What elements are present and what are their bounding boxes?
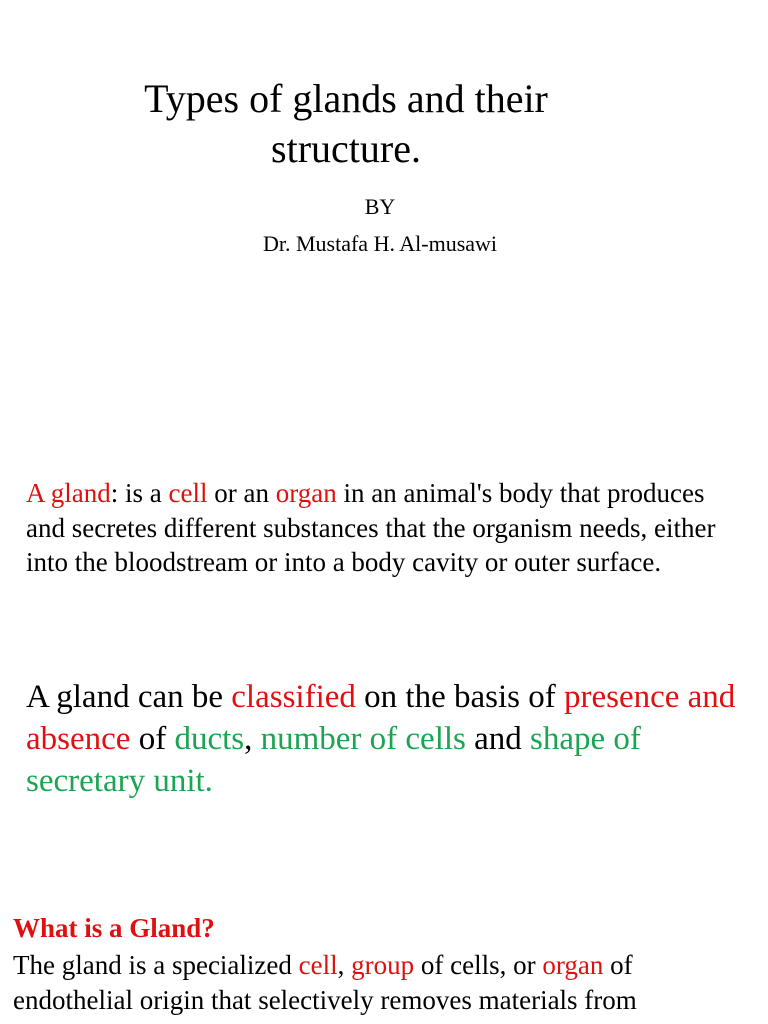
definition-text-3: in an animal's body that produces and secretes different substances that the organism needs, either into the bloodstream or into a body cavity or outer surface. — [26, 478, 716, 577]
what-text-1: The gland is a specialized — [13, 950, 299, 980]
classification-text-2: on the basis of — [355, 679, 564, 715]
definition-text-1: : is a — [110, 478, 169, 508]
author-name: Dr. Mustafa H. Al-musawi — [262, 231, 498, 256]
classification-classified: classified — [231, 679, 356, 715]
what-text-2: , — [337, 950, 352, 980]
classification-text-3: of — [130, 721, 175, 757]
what-organ: organ — [542, 950, 604, 980]
classification-text-1: A gland can be — [26, 679, 232, 715]
what-is-gland-heading: What is a Gland? — [13, 913, 215, 943]
classification-text-4: , — [244, 721, 261, 757]
what-is-gland-text — [13, 948, 758, 1018]
what-text-3: of cells, or — [414, 950, 543, 980]
what-cell: cell — [298, 950, 338, 980]
classification-presence: presence and absence — [26, 679, 736, 757]
title-line-1: Types of glands and their — [144, 76, 548, 121]
definition-term: A gland — [26, 478, 111, 508]
classification-ducts: ducts — [174, 721, 245, 757]
definition-organ: organ — [275, 478, 337, 508]
classification-number: number of cells — [260, 721, 466, 757]
gland-classification — [26, 676, 746, 802]
what-text-4: of endothelial origin that selectively removes materials from — [13, 950, 637, 1015]
byline-label: BY — [364, 194, 396, 219]
what-group: group — [351, 950, 415, 980]
classification-shape: shape of secretary unit. — [26, 721, 641, 799]
page-title — [0, 74, 692, 174]
definition-cell: cell — [168, 478, 208, 508]
definition-text-2: or an — [207, 478, 276, 508]
title-line-2: structure. — [271, 126, 421, 171]
classification-text-5: and — [465, 721, 531, 757]
gland-definition — [26, 476, 746, 580]
